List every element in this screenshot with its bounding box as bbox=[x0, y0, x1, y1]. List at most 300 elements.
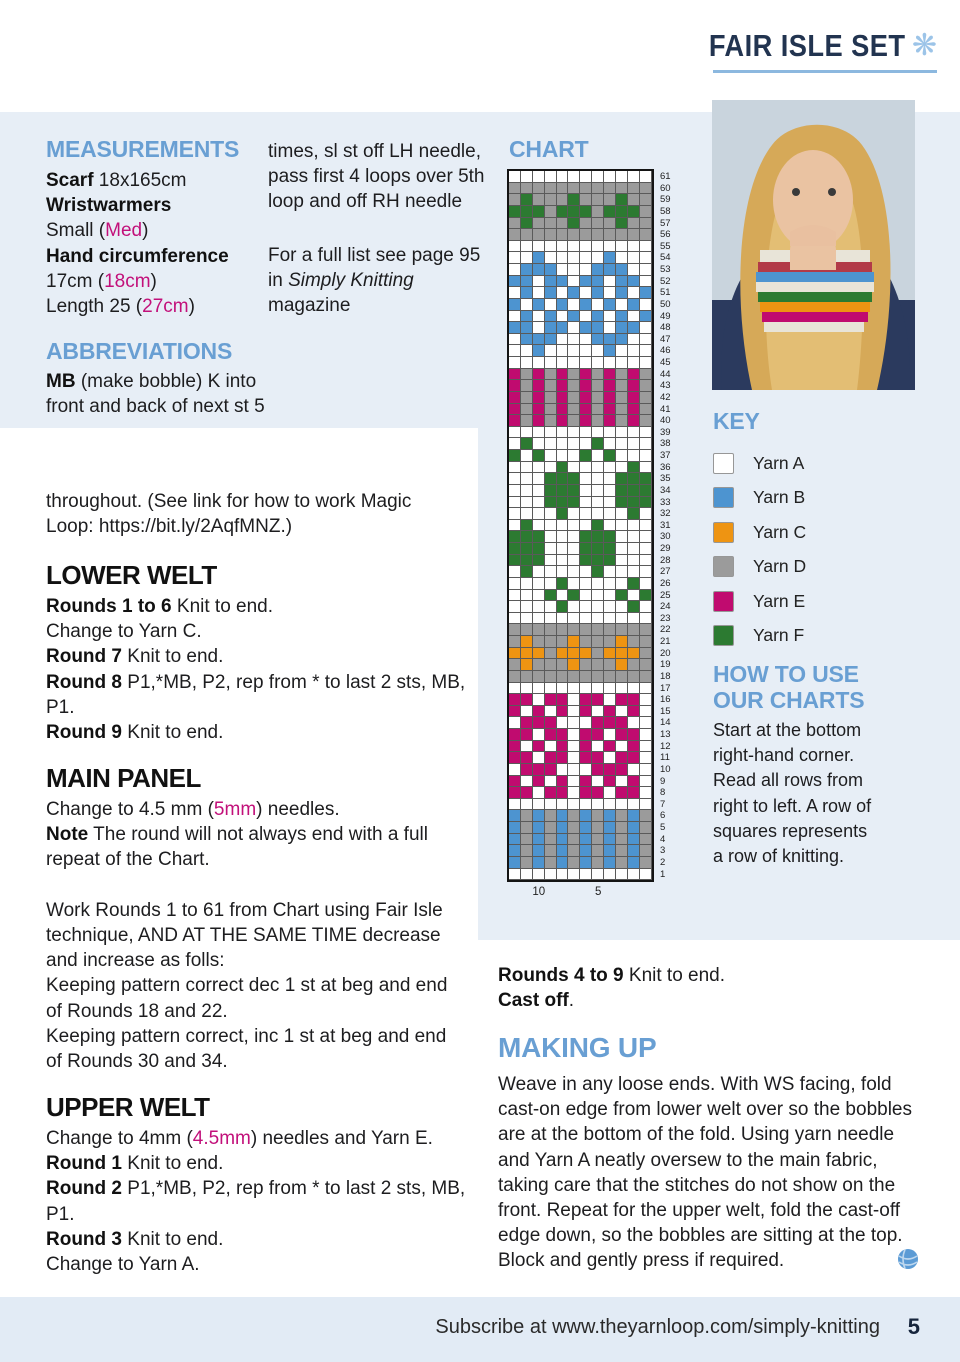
chart-cell bbox=[640, 613, 652, 625]
chart-cell bbox=[568, 427, 580, 439]
chart-cell bbox=[568, 473, 580, 485]
chart-cell bbox=[616, 543, 628, 555]
chart-cell bbox=[604, 206, 616, 218]
text-line: pass first 4 loops over 5th bbox=[268, 166, 485, 188]
chart-cell bbox=[545, 485, 557, 497]
text-line: in Simply Knitting bbox=[268, 270, 414, 292]
chart-cell bbox=[509, 566, 521, 578]
chart-cell bbox=[580, 752, 592, 764]
chart-cell bbox=[604, 613, 616, 625]
chart-cell bbox=[604, 427, 616, 439]
chart-cell bbox=[604, 590, 616, 602]
chart-row-number: 60 bbox=[660, 182, 671, 194]
chart-cell bbox=[533, 834, 545, 846]
chart-cell bbox=[509, 555, 521, 567]
chart-cell bbox=[521, 252, 533, 264]
chart-cell bbox=[509, 276, 521, 288]
chart-cell bbox=[628, 357, 640, 369]
chart-cell bbox=[533, 497, 545, 509]
chart-cell bbox=[545, 741, 557, 753]
chart-row-number: 32 bbox=[660, 508, 671, 520]
chart-cell bbox=[640, 834, 652, 846]
chart-cell bbox=[604, 741, 616, 753]
chart-cell bbox=[580, 392, 592, 404]
chart-cell bbox=[592, 601, 604, 613]
chart-cell bbox=[640, 764, 652, 776]
chart-cell bbox=[592, 276, 604, 288]
chart-cell bbox=[604, 438, 616, 450]
chart-cell bbox=[545, 415, 557, 427]
chart-cell bbox=[509, 543, 521, 555]
chart-cell bbox=[604, 241, 616, 253]
chart-cell bbox=[628, 659, 640, 671]
chart-cell bbox=[628, 299, 640, 311]
chart-cell bbox=[616, 299, 628, 311]
chart-row-number: 35 bbox=[660, 473, 671, 485]
text-line: Weave in any loose ends. With WS facing, fold bbox=[498, 1074, 892, 1095]
chart-cell bbox=[604, 787, 616, 799]
chart-row-number: 10 bbox=[660, 763, 671, 775]
chart-cell bbox=[521, 415, 533, 427]
chart-cell bbox=[628, 706, 640, 718]
chart-row-number: 31 bbox=[660, 519, 671, 531]
chart-row-number: 15 bbox=[660, 705, 671, 717]
chart-cell bbox=[580, 218, 592, 230]
chart-cell bbox=[521, 671, 533, 683]
chart-cell bbox=[568, 404, 580, 416]
chart-cell bbox=[557, 171, 569, 183]
chart-cell bbox=[557, 450, 569, 462]
text-line: P1. bbox=[46, 1203, 75, 1225]
chart-cell bbox=[557, 531, 569, 543]
chart-cell bbox=[521, 171, 533, 183]
chart-cell bbox=[628, 392, 640, 404]
yarn-label: Yarn A bbox=[753, 452, 805, 473]
chart-cell bbox=[628, 427, 640, 439]
text-line: Change to 4.5 mm (5mm) needles. bbox=[46, 799, 340, 820]
chart-cell bbox=[640, 566, 652, 578]
chart-cell bbox=[568, 497, 580, 509]
chart-cell bbox=[568, 787, 580, 799]
chart-cell bbox=[509, 776, 521, 788]
chart-cell bbox=[509, 601, 521, 613]
text-line: and increase as folls: bbox=[46, 950, 225, 972]
text-line: times, sl st off LH needle, bbox=[268, 141, 481, 162]
text-line: Round 3 Knit to end. bbox=[46, 1228, 224, 1250]
chart-cell bbox=[533, 508, 545, 520]
chart-cell bbox=[509, 636, 521, 648]
chart-cell bbox=[521, 473, 533, 485]
chart-cell bbox=[509, 671, 521, 683]
chart-cell bbox=[640, 636, 652, 648]
chart-cell bbox=[568, 648, 580, 660]
chart-cell bbox=[533, 683, 545, 695]
chart-cell bbox=[521, 717, 533, 729]
chart-cell bbox=[628, 590, 640, 602]
chart-cell bbox=[640, 810, 652, 822]
chart-cell bbox=[545, 787, 557, 799]
chart-cell bbox=[640, 590, 652, 602]
chart-row-number: 49 bbox=[660, 310, 671, 322]
chart-cell bbox=[580, 578, 592, 590]
chart-cell bbox=[545, 462, 557, 474]
chart-cell bbox=[628, 869, 640, 881]
chart-cell bbox=[628, 543, 640, 555]
chart-cell bbox=[533, 438, 545, 450]
chart-cell bbox=[557, 869, 569, 881]
chart-cell bbox=[580, 311, 592, 323]
chart-cell bbox=[557, 857, 569, 869]
chart-cell bbox=[533, 322, 545, 334]
text-line: Read all rows from bbox=[713, 770, 864, 791]
chart-cell bbox=[545, 473, 557, 485]
chart-cell bbox=[557, 578, 569, 590]
chart-cell bbox=[557, 729, 569, 741]
chart-cell bbox=[545, 834, 557, 846]
chart-cell bbox=[628, 311, 640, 323]
chart-cell bbox=[533, 659, 545, 671]
chart-cell bbox=[592, 415, 604, 427]
chart-row-number: 9 bbox=[660, 775, 666, 787]
chart-cell bbox=[592, 799, 604, 811]
chart-cell bbox=[592, 473, 604, 485]
chart-cell bbox=[604, 508, 616, 520]
chart-cell bbox=[580, 415, 592, 427]
chart-cell bbox=[568, 776, 580, 788]
chart-row-number: 61 bbox=[660, 171, 671, 182]
chart-cell bbox=[533, 869, 545, 881]
chart-cell bbox=[616, 450, 628, 462]
how-to-use-text bbox=[713, 718, 928, 869]
chart-cell bbox=[568, 845, 580, 857]
chart-cell bbox=[509, 392, 521, 404]
chart-cell bbox=[533, 671, 545, 683]
chart-cell bbox=[509, 590, 521, 602]
chart-cell bbox=[640, 194, 652, 206]
chart-cell bbox=[545, 334, 557, 346]
chart-cell bbox=[521, 776, 533, 788]
chart-cell bbox=[557, 555, 569, 567]
chart-cell bbox=[580, 636, 592, 648]
chart-cell bbox=[533, 799, 545, 811]
chart-cell bbox=[616, 218, 628, 230]
text-line: squares represents bbox=[713, 820, 868, 841]
chart-cell bbox=[592, 566, 604, 578]
chart-cell bbox=[509, 194, 521, 206]
chart-cell bbox=[640, 357, 652, 369]
chart-cell bbox=[592, 543, 604, 555]
chart-cell bbox=[592, 218, 604, 230]
chart-cell bbox=[580, 694, 592, 706]
chart-cell bbox=[568, 578, 580, 590]
chart-cell bbox=[616, 520, 628, 532]
chart-cell bbox=[521, 438, 533, 450]
chart-cell bbox=[545, 613, 557, 625]
chart-cell bbox=[592, 369, 604, 381]
chart-cell bbox=[509, 369, 521, 381]
chart-cell bbox=[509, 799, 521, 811]
chart-cell bbox=[628, 380, 640, 392]
chart-cell bbox=[568, 438, 580, 450]
chart-cell bbox=[604, 659, 616, 671]
chart-stitch-label: 10 bbox=[532, 886, 546, 898]
chart-cell bbox=[628, 648, 640, 660]
chart-cell bbox=[521, 752, 533, 764]
chart-cell bbox=[568, 822, 580, 834]
chart-cell bbox=[568, 555, 580, 567]
chart-cell bbox=[521, 531, 533, 543]
chart-cell bbox=[568, 706, 580, 718]
chart-cell bbox=[616, 590, 628, 602]
chart-cell bbox=[568, 357, 580, 369]
upper-welt-heading: UPPER WELT bbox=[46, 1092, 210, 1122]
chart-cell bbox=[521, 636, 533, 648]
chart-cell bbox=[640, 671, 652, 683]
chart-cell bbox=[640, 741, 652, 753]
chart-cell bbox=[545, 869, 557, 881]
chart-cell bbox=[509, 869, 521, 881]
chart-cell bbox=[557, 404, 569, 416]
chart-cell bbox=[533, 694, 545, 706]
chart-cell bbox=[628, 578, 640, 590]
chart-cell bbox=[640, 252, 652, 264]
chart-cell bbox=[557, 752, 569, 764]
chart-cell bbox=[592, 683, 604, 695]
chart-cell bbox=[640, 857, 652, 869]
chart-cell bbox=[604, 462, 616, 474]
chart-cell bbox=[628, 717, 640, 729]
chart-cell bbox=[580, 613, 592, 625]
chart-cell bbox=[628, 671, 640, 683]
chart-cell bbox=[509, 380, 521, 392]
text-line: Small (Med) bbox=[46, 220, 149, 242]
chart-cell bbox=[557, 799, 569, 811]
text-line: of Rounds 30 and 34. bbox=[46, 1051, 228, 1073]
chart-cell bbox=[533, 311, 545, 323]
chart-cell bbox=[580, 264, 592, 276]
chart-cell bbox=[616, 869, 628, 881]
chart-cell bbox=[640, 206, 652, 218]
chart-row-number: 47 bbox=[660, 333, 671, 345]
chart-cell bbox=[580, 229, 592, 241]
chart-cell bbox=[628, 752, 640, 764]
chart-cell bbox=[521, 578, 533, 590]
chart-cell bbox=[533, 462, 545, 474]
chart-cell bbox=[568, 601, 580, 613]
chart-cell bbox=[640, 287, 652, 299]
chart-cell bbox=[568, 566, 580, 578]
chart-cell bbox=[640, 531, 652, 543]
chart-cell bbox=[640, 694, 652, 706]
chart-cell bbox=[592, 717, 604, 729]
chart-cell bbox=[557, 624, 569, 636]
text-line: P1. bbox=[46, 696, 75, 718]
chart-cell bbox=[604, 311, 616, 323]
chart-row-number: 40 bbox=[660, 415, 671, 427]
text-line: 17cm (18cm) bbox=[46, 270, 157, 292]
chart-cell bbox=[545, 531, 557, 543]
chart-row-number: 11 bbox=[660, 752, 670, 764]
chart-cell bbox=[616, 357, 628, 369]
chart-cell bbox=[628, 171, 640, 183]
chart-cell bbox=[509, 334, 521, 346]
chart-cell bbox=[509, 206, 521, 218]
chart-cell bbox=[521, 590, 533, 602]
chart-row-number: 59 bbox=[660, 194, 671, 206]
chart-cell bbox=[616, 624, 628, 636]
chart-cell bbox=[592, 869, 604, 881]
chart-cell bbox=[616, 857, 628, 869]
chart-cell bbox=[533, 369, 545, 381]
chart-cell bbox=[521, 706, 533, 718]
chart-cell bbox=[545, 822, 557, 834]
chart-cell bbox=[616, 287, 628, 299]
chart-row-number: 51 bbox=[660, 287, 671, 299]
chart-cell bbox=[521, 229, 533, 241]
chart-cell bbox=[640, 508, 652, 520]
chart-cell bbox=[521, 345, 533, 357]
chart-cell bbox=[592, 427, 604, 439]
chart-cell bbox=[604, 729, 616, 741]
chart-cell bbox=[604, 520, 616, 532]
chart-cell bbox=[580, 590, 592, 602]
chart-cell bbox=[616, 334, 628, 346]
text-line: Wristwarmers bbox=[46, 195, 172, 217]
chart-cell bbox=[604, 671, 616, 683]
chart-cell bbox=[616, 276, 628, 288]
snowflake-icon: ❋ bbox=[911, 29, 937, 62]
chart-cell bbox=[509, 659, 521, 671]
text-line: cast-on edge from lower welt over so the bobbles bbox=[498, 1099, 912, 1121]
chart-cell bbox=[640, 380, 652, 392]
text-line: Hand circumference bbox=[46, 245, 229, 267]
text-line: and Yarn A neatly oversew to the main fabric, bbox=[498, 1149, 878, 1171]
chart-cell bbox=[521, 845, 533, 857]
chart-cell bbox=[640, 241, 652, 253]
chart-cell bbox=[604, 369, 616, 381]
chart-cell bbox=[640, 555, 652, 567]
chart-row-number: 48 bbox=[660, 322, 671, 334]
chart-cell bbox=[557, 218, 569, 230]
chart-cell bbox=[568, 345, 580, 357]
chart-cell bbox=[533, 485, 545, 497]
key-item bbox=[713, 550, 933, 585]
key-item bbox=[713, 515, 933, 550]
chart-cell bbox=[509, 845, 521, 857]
chart-row-number: 46 bbox=[660, 345, 671, 357]
chart-cell bbox=[533, 276, 545, 288]
chart-cell bbox=[580, 473, 592, 485]
chart-cell bbox=[533, 752, 545, 764]
chart-cell bbox=[509, 822, 521, 834]
chart-cell bbox=[533, 218, 545, 230]
chart-cell bbox=[545, 206, 557, 218]
chart-cell bbox=[628, 369, 640, 381]
chart-cell bbox=[521, 869, 533, 881]
chart-cell bbox=[521, 334, 533, 346]
chart-cell bbox=[592, 183, 604, 195]
chart-cell bbox=[628, 450, 640, 462]
chart-cell bbox=[509, 473, 521, 485]
chart-cell bbox=[592, 380, 604, 392]
chart-cell bbox=[545, 183, 557, 195]
chart-cell bbox=[568, 322, 580, 334]
chart-cell bbox=[521, 299, 533, 311]
chart-cell bbox=[616, 555, 628, 567]
photo bbox=[712, 100, 915, 390]
text-line: Note The round will not always end with a full bbox=[46, 824, 428, 846]
chart-cell bbox=[568, 613, 580, 625]
chart-cell bbox=[557, 183, 569, 195]
chart-cell bbox=[521, 369, 533, 381]
text-line: Change to Yarn A. bbox=[46, 1254, 200, 1276]
chart-cell bbox=[604, 287, 616, 299]
chart-cell bbox=[628, 194, 640, 206]
text-line: Change to 4mm (4.5mm) needles and Yarn E. bbox=[46, 1128, 433, 1149]
chart-row-number: 33 bbox=[660, 496, 671, 508]
chart-cell bbox=[533, 822, 545, 834]
text-line: throughout. (See link for how to work Magic bbox=[46, 491, 412, 512]
chart-cell bbox=[640, 415, 652, 427]
chart-cell bbox=[557, 717, 569, 729]
chart-cell bbox=[568, 520, 580, 532]
chart-cell bbox=[557, 636, 569, 648]
chart-cell bbox=[640, 183, 652, 195]
chart-cell bbox=[545, 671, 557, 683]
text-line: of Rounds 18 and 22. bbox=[46, 1000, 228, 1022]
chart-cell bbox=[533, 741, 545, 753]
chart-cell bbox=[592, 462, 604, 474]
chart-cell bbox=[592, 497, 604, 509]
chart-cell bbox=[592, 845, 604, 857]
chart-cell bbox=[568, 834, 580, 846]
chart-cell bbox=[557, 776, 569, 788]
chart-cell bbox=[604, 415, 616, 427]
chart-cell bbox=[509, 717, 521, 729]
chart-cell bbox=[592, 694, 604, 706]
chart-cell bbox=[545, 276, 557, 288]
chart-cell bbox=[568, 369, 580, 381]
chart-cell bbox=[580, 206, 592, 218]
chart-cell bbox=[509, 404, 521, 416]
text-line: Cast off. bbox=[498, 990, 575, 1012]
chart-cell bbox=[592, 299, 604, 311]
chart-cell bbox=[628, 462, 640, 474]
chart-cell bbox=[509, 520, 521, 532]
chart-cell bbox=[568, 241, 580, 253]
chart-cell bbox=[509, 427, 521, 439]
chart-cell bbox=[568, 485, 580, 497]
chart-cell bbox=[568, 415, 580, 427]
chart-cell bbox=[616, 706, 628, 718]
text-line: Change to Yarn C. bbox=[46, 621, 202, 643]
chart-cell bbox=[604, 857, 616, 869]
making-up-text bbox=[498, 1072, 938, 1274]
chart-cell bbox=[568, 206, 580, 218]
chart-cell bbox=[640, 752, 652, 764]
chart-cell bbox=[592, 810, 604, 822]
chart-cell bbox=[557, 671, 569, 683]
chart-cell bbox=[604, 799, 616, 811]
chart-cell bbox=[521, 427, 533, 439]
chart-cell bbox=[568, 729, 580, 741]
key-heading: KEY bbox=[713, 408, 760, 434]
chart-row-number: 12 bbox=[660, 740, 671, 752]
chart-cell bbox=[628, 264, 640, 276]
chart-cell bbox=[568, 543, 580, 555]
chart-cell bbox=[568, 671, 580, 683]
chart-cell bbox=[640, 717, 652, 729]
